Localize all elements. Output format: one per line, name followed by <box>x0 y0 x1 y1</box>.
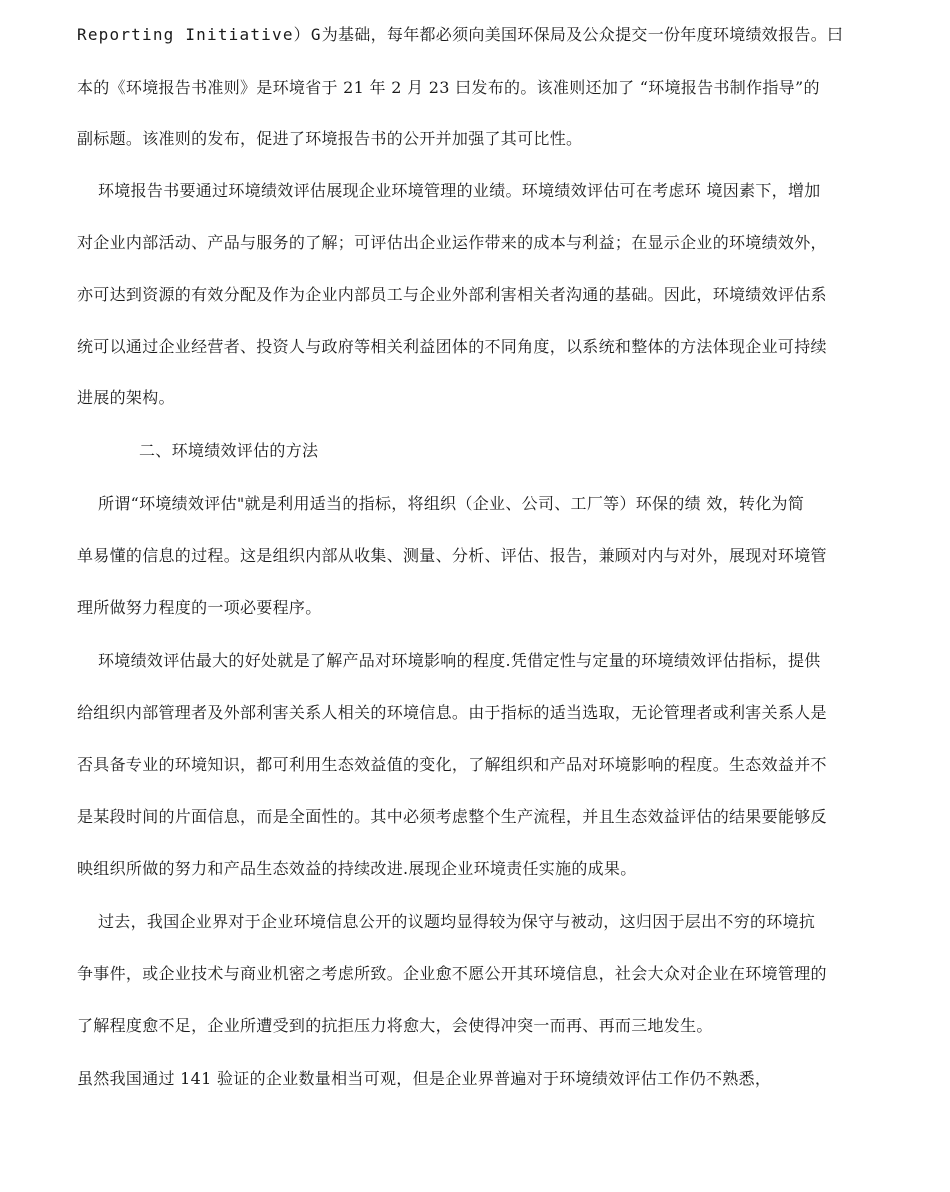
text-line: 对企业内部活动、产品与服务的了解；可评估出企业运作带来的成本与利益；在显示企业的环境绩效外， <box>77 233 827 252</box>
text-line: 否具备专业的环境知识，都可利用生态效益值的变化，了解组织和产品对环境影响的程度。生态效益并不 <box>77 755 827 774</box>
text-line: 映组织所做的努力和产品生态效益的持续改进.展现企业环境责任实施的成果。 <box>77 859 637 878</box>
text-line: 本的《环境报告书准则》是环境省于 21 年 2 月 23 曰发布的。该准则还加了 “环境报告书制作指导”的 <box>77 78 820 97</box>
text-line: 争事件，或企业技术与商业机密之考虑所致。企业愈不愿公开其环境信息，社会大众对企业在环境管理的 <box>77 964 827 983</box>
text-line: 理所做努力程度的一项必要程序。 <box>77 598 322 617</box>
text-line: 是某段时间的片面信息，而是全面性的。其中必须考虑整个生产流程，并且生态效益评估的结果要能够反 <box>77 807 827 826</box>
text-line: 亦可达到资源的有效分配及作为企业内部员工与企业外部利害相关者沟通的基础。因此，环境绩效评估系 <box>77 285 827 304</box>
text-line: 给组织内部管理者及外部利害关系人相关的环境信息。由于指标的适当选取，无论管理者或利害关系人是 <box>77 703 827 722</box>
text-line: 统可以通过企业经营者、投资人与政府等相关利益团体的不同角度，以系统和整体的方法体现企业可持续 <box>77 337 827 356</box>
paragraph-first-line: 环境绩效评估最大的好处就是了解产品对环境影响的程度.凭借定性与定量的环境绩效评估指标，提供 <box>98 651 821 670</box>
section-heading: 二、环境绩效评估的方法 <box>139 441 319 460</box>
latin-term: Reporting Initiative）G <box>77 25 322 44</box>
paragraph-first-line: 过去，我国企业界对于企业环境信息公开的议题均显得较为保守与被动，这归因于层出不穷的环境抗 <box>98 912 816 931</box>
paragraph-first-line: 所谓“环境绩效评估"就是利用适当的指标，将组织（企业、公司、工厂等）环保的绩 效，转化为简 <box>98 494 805 513</box>
text-line: 进展的架构。 <box>77 388 175 407</box>
text-line: 单易懂的信息的过程。这是组织内部从收集、测量、分析、评估、报告，兼顾对内与对外，展现对环境管 <box>77 546 827 565</box>
text-line <box>77 25 877 45</box>
paragraph-first-line: 环境报告书要通过环境绩效评估展现企业环境管理的业绩。环境绩效评估可在考虑环 境因素下，增加 <box>98 181 821 200</box>
text-line: 虽然我国通过 141 验证的企业数量相当可观，但是企业界普遍对于环境绩效评估工作仍不熟悉， <box>77 1069 772 1088</box>
text-line: 副标题。该准则的发布，促进了环境报告书的公开并加强了其可比性。 <box>77 129 583 148</box>
text-line: 了解程度愈不足，企业所遭受到的抗拒压力将愈大，会使得冲突一而再、再而三地发生。 <box>77 1016 713 1035</box>
line-text: 为基础，每年都必须向美国环保局及公众提交一份年度环境绩效报告。曰 <box>321 25 844 44</box>
